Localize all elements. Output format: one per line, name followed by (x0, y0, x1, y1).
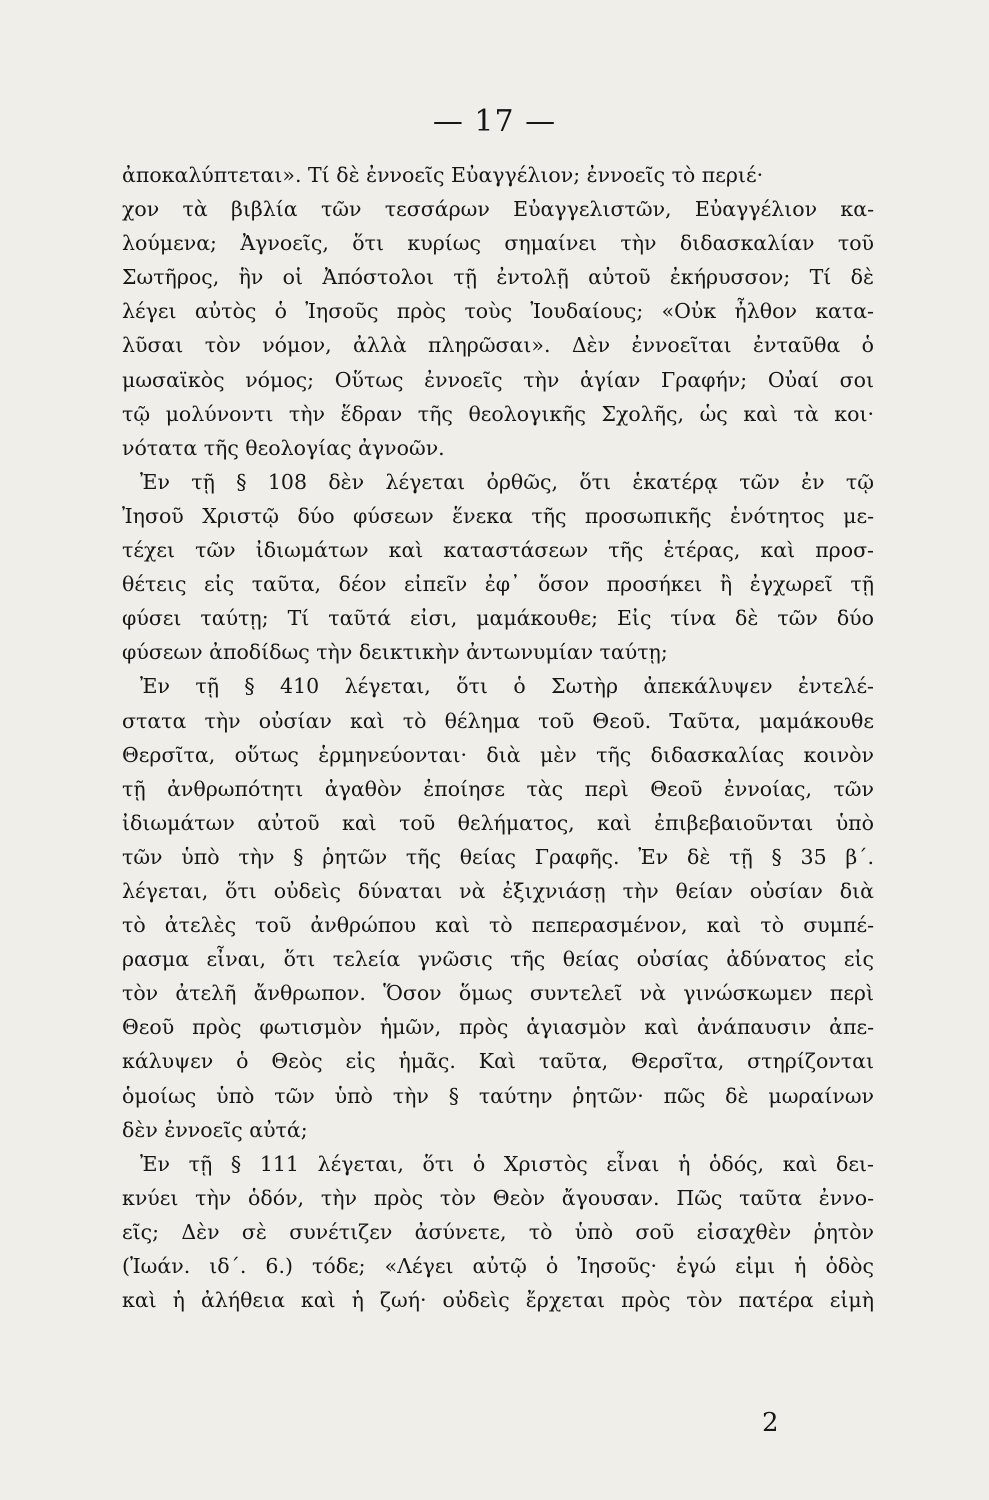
text-line: Θεοῦ πρὸς φωτισμὸν ἡμῶν, πρὸς ἁγιασμὸν καὶ ἀνάπαυσιν ἀπε- (122, 1015, 874, 1040)
text-line: (Ἰωάν. ιδ΄. 6.) τόδε; «Λέγει αὐτῷ ὁ Ἰησοῦς· ἐγώ εἰμι ἡ ὁδὸς (122, 1254, 874, 1278)
text-line: καὶ ἡ ἀλήθεια καὶ ἡ ζωή· οὐδεὶς ἔρχεται πρὸς τὸν πατέρα εἰμὴ (122, 1288, 874, 1313)
text-line: λούμενα; Ἀγνοεῖς, ὅτι κυρίως σημαίνει τὴν διδασκαλίαν τοῦ (122, 231, 874, 256)
text-line: στατα τὴν οὐσίαν καὶ τὸ θέλημα τοῦ Θεοῦ. Ταῦτα, μαμάκουθε (122, 708, 874, 733)
text-line: φύσει ταύτῃ; Τί ταῦτά εἰσι, μαμάκουθε; Εἰς τίνα δὲ τῶν δύο (122, 606, 874, 631)
text-line: Ἰησοῦ Χριστῷ δύο φύσεων ἕνεκα τῆς προσωπικῆς ἑνότητος με- (122, 503, 874, 528)
text-line: λέγει αὐτὸς ὁ Ἰησοῦς πρὸς τοὺς Ἰουδαίους; «Οὐκ ἦλθον κατα- (122, 299, 874, 324)
text-line: τῶν ὑπὸ τὴν § ῥητῶν τῆς θείας Γραφῆς. Ἐν δὲ τῇ § 35 β΄. (122, 844, 874, 869)
body-text (122, 158, 874, 1317)
text-line: τῷ μολύνοντι τὴν ἕδραν τῆς θεολογικῆς Σχολῆς, ὡς καὶ τὰ κοι· (122, 401, 874, 426)
text-line: Θερσῖτα, οὕτως ἑρμηνεύονται· διὰ μὲν τῆς διδασκαλίας κοινὸν (122, 742, 874, 767)
text-line: φύσεων ἀποδίδως τὴν δεικτικὴν ἀντωνυμίαν ταύτῃ; (122, 640, 668, 665)
text-line: λῦσαι τὸν νόμον, ἀλλὰ πληρῶσαι». Δὲν ἐννοεῖται ἐνταῦθα ὁ (122, 333, 874, 358)
text-line: θέτεις εἰς ταῦτα, δέον εἰπεῖν ἐφ᾽ ὅσον προσήκει ἢ ἐγχωρεῖ τῇ (122, 572, 874, 597)
text-line: κάλυψεν ὁ Θεὸς εἰς ἡμᾶς. Καὶ ταῦτα, Θερσῖτα, στηρίζονται (122, 1049, 874, 1074)
text-line: εῖς; Δὲν σὲ συνέτιζεν ἀσύνετε, τὸ ὑπὸ σοῦ εἰσαχθὲν ῥητὸν (122, 1219, 874, 1244)
page-number: — 17 — (432, 104, 557, 139)
text-line: κνύει τὴν ὁδόν, τὴν πρὸς τὸν Θεὸν ἄγουσαν. Πῶς ταῦτα ἐννο- (122, 1185, 874, 1210)
text-line: δὲν ἐννοεῖς αὐτά; (122, 1117, 308, 1142)
text-line: Σωτῆρος, ἣν οἱ Ἀπόστολοι τῇ ἐντολῇ αὐτοῦ ἐκήρυσσον; Τί δὲ (122, 265, 874, 290)
text-line: ὁμοίως ὑπὸ τῶν ὑπὸ τὴν § ταύτην ῥητῶν· πῶς δὲ μωραίνων (122, 1083, 874, 1108)
text-line: Ἐν τῇ § 410 λέγεται, ὅτι ὁ Σωτὴρ ἀπεκάλυψεν ἐντελέ- (140, 674, 874, 699)
text-line: Ἐν τῇ § 108 δὲν λέγεται ὀρθῶς, ὅτι ἑκατέρᾳ τῶν ἐν τῷ (140, 469, 874, 494)
text-line: λέγεται, ὅτι οὐδεὶς δύναται νὰ ἐξιχνιάσῃ τὴν θείαν οὐσίαν διὰ (122, 878, 874, 903)
text-line: μωσαϊκὸς νόμος; Οὕτως ἐννοεῖς τὴν ἁγίαν Γραφήν; Οὐαί σοι (122, 367, 874, 392)
text-line: Ἐν τῇ § 111 λέγεται, ὅτι ὁ Χριστὸς εἶναι ἡ ὁδός, καὶ δει- (140, 1151, 874, 1176)
signature-mark: 2 (762, 1408, 779, 1438)
text-line: ἰδιωμάτων αὐτοῦ καὶ τοῦ θελήματος, καὶ ἐπιβεβαιοῦνται ὑπὸ (122, 810, 874, 835)
text-line: χον τὰ βιβλία τῶν τεσσάρων Εὐαγγελιστῶν, Εὐαγγέλιον κα- (122, 197, 874, 222)
text-line: τὸν ἀτελῆ ἄνθρωπον. Ὅσον ὅμως συντελεῖ νὰ γινώσκωμεν περὶ (122, 981, 874, 1006)
text-line: ἀποκαλύπτεται». Τί δὲ ἐννοεῖς Εὐαγγέλιον; ἐννοεῖς τὸ περιέ· (122, 163, 764, 187)
text-line: τῇ ἀνθρωπότητι ἀγαθὸν ἐποίησε τὰς περὶ Θεοῦ ἐννοίας, τῶν (122, 776, 874, 801)
text-line: νότατα τῆς θεολογίας ἀγνοῶν. (122, 435, 445, 460)
text-line: τέχει τῶν ἰδιωμάτων καὶ καταστάσεων τῆς ἑτέρας, καὶ προσ- (122, 538, 874, 563)
text-line: ρασμα εἶναι, ὅτι τελεία γνῶσις τῆς θείας οὐσίας ἀδύνατος εἰς (122, 947, 874, 972)
text-line: τὸ ἀτελὲς τοῦ ἀνθρώπου καὶ τὸ πεπερασμένον, καὶ τὸ συμπέ- (122, 913, 874, 938)
